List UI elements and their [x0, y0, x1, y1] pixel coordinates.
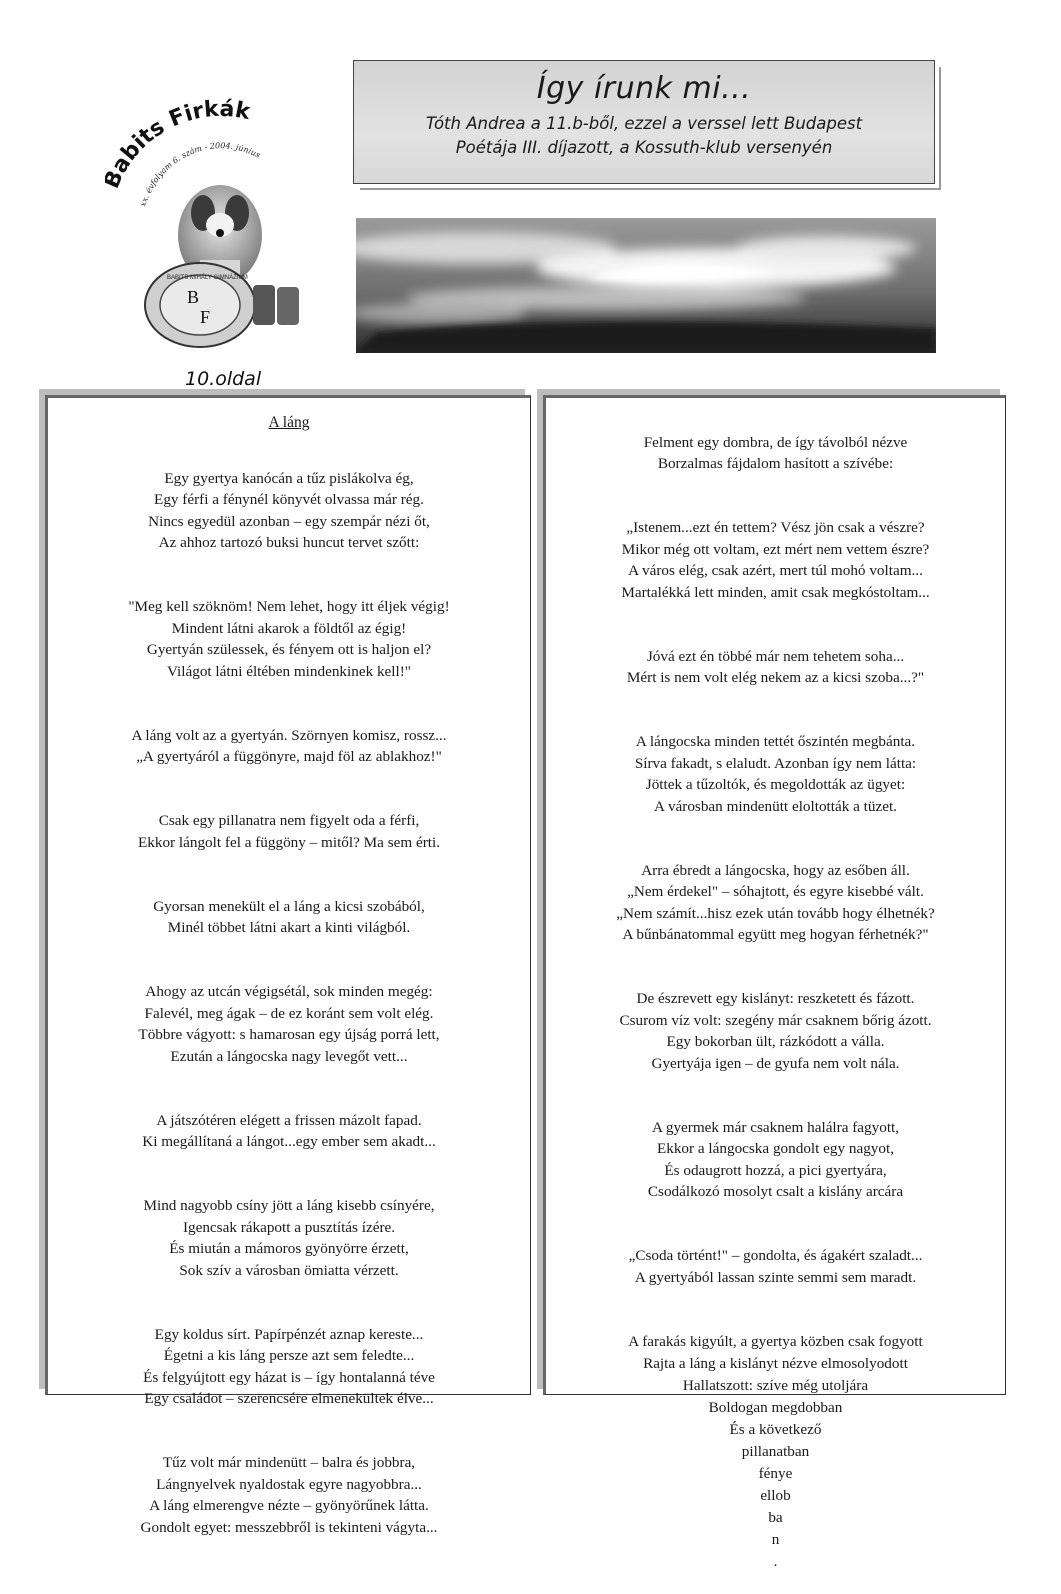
svg-text:B: B: [187, 287, 200, 307]
poem-stanza: A lángocska minden tettét őszintén megbánta. Sírva fakadt, s elaludt. Azonban így nem látta: Jöttek a tűzoltók, és megoldották az ügyet: A városban mindenütt eloltották a tüzet.: [634, 733, 917, 815]
poem-stanza: Felment egy dombra, de így távolból nézve Borzalmas fájdalom hasított a szívébe:: [643, 433, 908, 472]
magazine-logo: [105, 95, 325, 385]
sky-photo: [356, 218, 936, 353]
poem-stanza: „Csoda történt!" – gondolta, és ágakért szaladt... A gyertyából lassan szinte semmi sem maradt.: [628, 1247, 923, 1286]
poem-title: A láng: [268, 414, 310, 431]
poem-stanza: Gyorsan menekült el a láng a kicsi szobából, Minél többet látni akart a kinti világból.: [153, 897, 425, 936]
page-number: 10.oldal: [185, 368, 262, 390]
poem-stanza: Ahogy az utcán végigsétál, sok minden megég: Falevél, meg ágak – de ez koránt sem volt elég. Többre vágyott: s hamarosan egy újság porrá lett, Ezután a lángocska nagy levegőt vett...: [138, 983, 440, 1065]
header-title: Így írunk mi...: [536, 71, 752, 106]
poem-stanza: A gyermek már csaknem halálra fagyott, Ekkor a lángocska gondolt egy nagyot, És odaugrott hozzá, a pici gyertyára, Csodálkozó mosolyt csalt a kislány arcára: [647, 1118, 904, 1200]
poem-stanza: Arra ébredt a lángocska, hogy az esőben áll. „Nem érdekel" – sóhajtott, és egyre kisebbé vált. „Nem számít...hisz ezek után tovább hogy élhetnék? A bűnbánatommal együtt meg hogyan férhetnék?": [616, 861, 935, 943]
poem-stanza: Egy gyertya kanócán a tűz pislákolva ég, Egy férfi a fénynél könyvét olvassa már rég. Nincs egyedül azonban – egy szempár nézi őt, Az ahhoz tartozó buksi huncut tervet szőtt:: [148, 469, 430, 551]
poem-text-right: [546, 398, 1005, 1594]
badge-ring-text: BABITS MIHÁLY GIMNÁZIUM: [167, 275, 248, 281]
poem-stanza: "Meg kell szöknöm! Nem lehet, hogy itt éljek végig! Mindent látni akarok a földtől az égig! Gyertyán szülessek, és fényem ott is haljon el? Világot látni éltében mindenkinek kell!": [128, 598, 450, 680]
poem-stanza: Mind nagyobb csíny jött a láng kisebb csínyére, Igencsak rákapott a pusztítás ízére. És miután a mámoros gyönyörre érzett, Sok szív a városban ömiatta vérzett.: [143, 1197, 435, 1279]
poem-column-left: [45, 395, 531, 1536]
logo-graphic: [105, 95, 325, 385]
poem-stanza: Egy koldus sírt. Papírpénzét aznap kereste... Égetni a kis láng persze azt sem feledte... És felgyújtott egy házat is – így hontalanná téve Egy családot – szerencsére elmenekültek élve...: [143, 1325, 435, 1407]
poem-stanza: De észrevett egy kislányt: reszketett és fázott. Csurom víz volt: szegény már csaknem bőrig ázott. Egy bokorban ült, rázkódott a válla. Gyertyája igen – de gyufa nem volt nála.: [619, 990, 932, 1072]
poem-stanza-final: A farakás kigyúlt, a gyertya közben csak fogyott Rajta a láng a kislányt nézve elmosolyodott Hallatszott: szíve még utoljára Boldogan megdobban És a következő pillanatban fénye ellob ba n .: [628, 1332, 923, 1570]
poem-stanza: „Istenem...ezt én tettem? Vész jön csak a vészre? Mikor még ott voltam, ezt mért nem vettem észre? A város elég, csak azért, mert túl mohó voltam... Martalékká lett minden, amit csak megkóstoltam...: [621, 519, 930, 601]
header-subtitle-line1: Tóth Andrea a 11.b-ből, ezzel a verssel lett Budapest: [425, 114, 863, 133]
poem-stanza: A láng volt az a gyertyán. Szörnyen komisz, rossz... „A gyertyáról a függönyre, majd föl az ablakhoz!": [131, 726, 447, 765]
sky-image: [356, 218, 936, 353]
poem-text-left: [48, 398, 530, 1581]
poem-stanza: Tűz volt már mindenütt – balra és jobbra, Lángnyelvek nyaldostak egyre nagyobbra... A láng elmerengve nézte – gyönyörűnek látta. Gondolt egyet: messzebbről is tekinteni vágyta...: [140, 1454, 438, 1536]
poem-column-right: [543, 395, 1006, 1570]
poem-stanza: Jóvá ezt én többé már nem tehetem soha... Mért is nem volt elég nekem az a kicsi szoba...?": [626, 647, 925, 686]
header-box: [353, 60, 935, 184]
poem-stanza: A játszótéren elégett a frissen mázolt fapad. Ki megállítaná a lángot...egy ember sem akadt...: [142, 1111, 436, 1150]
header-subtitle-line2: Poétája III. díjazott, a Kossuth-klub versenyén: [455, 138, 833, 157]
logo-title: abits Firkák: [107, 96, 253, 178]
logo-issue: xx. évfolyam 6. szám - 2004. június: [138, 141, 262, 208]
poem-stanza: Csak egy pillanatra nem figyelt oda a férfi, Ekkor lángolt fel a függöny – mitől? Ma sem érti.: [138, 812, 440, 851]
school-badge: [145, 263, 255, 347]
svg-text:F: F: [200, 307, 211, 327]
